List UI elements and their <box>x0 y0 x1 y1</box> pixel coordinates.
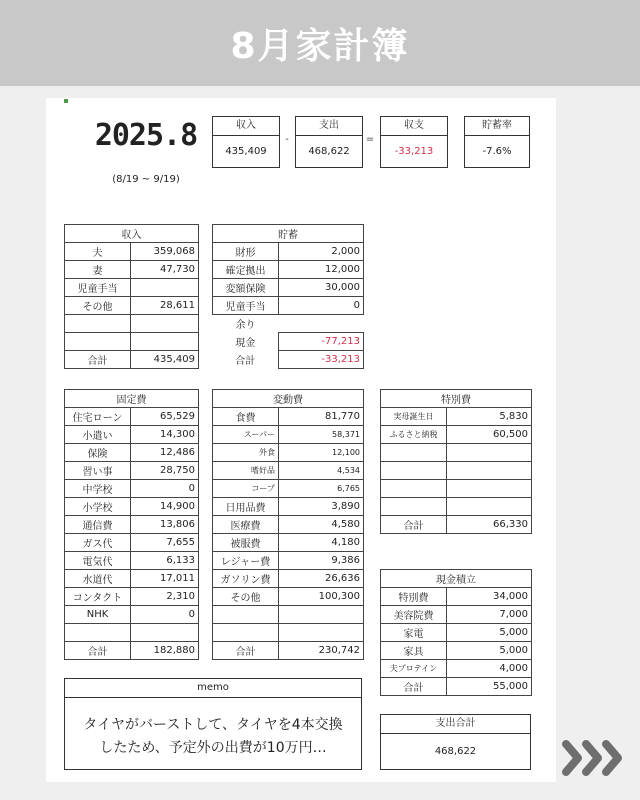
row-value <box>447 498 532 516</box>
row-label: 電気代 <box>65 552 131 570</box>
table-row <box>213 444 364 462</box>
summary-income-value: 435,409 <box>225 146 267 157</box>
row-value: 14,300 <box>131 426 199 444</box>
total-row <box>65 351 199 369</box>
row-label: 嗜好品 <box>213 462 279 480</box>
table-row <box>213 315 364 333</box>
variable-costs-title: 変動費 <box>213 390 364 408</box>
row-label: 確定拠出 <box>213 261 279 279</box>
budget-sheet <box>46 98 556 782</box>
table-row <box>213 606 364 624</box>
row-value: 7,655 <box>131 534 199 552</box>
total-value: -33,213 <box>279 351 364 369</box>
page-title: 8月家計簿 <box>230 25 410 67</box>
table-row <box>213 279 364 297</box>
row-value: 28,750 <box>131 462 199 480</box>
row-value: 4,000 <box>447 660 532 678</box>
savings-table-title: 貯蓄 <box>213 225 364 243</box>
total-value: 55,000 <box>447 678 532 696</box>
row-label <box>213 624 279 642</box>
minus-sign: - <box>285 134 289 145</box>
summary-income-box <box>212 116 280 168</box>
table-row <box>381 426 532 444</box>
row-value: 81,770 <box>279 408 364 426</box>
row-value: 4,580 <box>279 516 364 534</box>
row-label: 食費 <box>213 408 279 426</box>
row-label: ガス代 <box>65 534 131 552</box>
table-row <box>65 426 199 444</box>
row-value: 5,830 <box>447 408 532 426</box>
row-value: 34,000 <box>447 588 532 606</box>
table-row <box>213 297 364 315</box>
row-label: 中学校 <box>65 480 131 498</box>
row-label: 水道代 <box>65 570 131 588</box>
row-value: 100,300 <box>279 588 364 606</box>
row-value: 26,636 <box>279 570 364 588</box>
table-row <box>65 534 199 552</box>
chevron-right-triple-icon[interactable] <box>562 736 632 780</box>
row-value: 6,133 <box>131 552 199 570</box>
row-value: 58,371 <box>279 426 364 444</box>
summary-balance-box <box>380 116 448 168</box>
table-row <box>65 588 199 606</box>
row-label: 夫 <box>65 243 131 261</box>
row-label: 保険 <box>65 444 131 462</box>
summary-savings-rate-value: -7.6% <box>482 146 512 157</box>
row-value <box>279 606 364 624</box>
row-value <box>447 444 532 462</box>
table-row <box>65 552 199 570</box>
total-label: 合計 <box>235 356 256 367</box>
row-value: 47,730 <box>131 261 199 279</box>
table-row <box>65 606 199 624</box>
row-value: 3,890 <box>279 498 364 516</box>
row-value: 14,900 <box>131 498 199 516</box>
row-label: 家電 <box>381 624 447 642</box>
row-value: -77,213 <box>279 333 364 351</box>
table-row <box>213 462 364 480</box>
row-label: 児童手当 <box>213 297 279 315</box>
memo-text <box>65 698 361 760</box>
summary-savings-rate-label: 貯蓄率 <box>465 117 529 136</box>
row-label: 小遣い <box>65 426 131 444</box>
row-value <box>447 462 532 480</box>
row-label <box>381 462 447 480</box>
row-label: 家具 <box>381 642 447 660</box>
row-label: 習い事 <box>65 462 131 480</box>
summary-income-label: 収入 <box>213 117 279 136</box>
table-row <box>213 498 364 516</box>
row-label: 夫プロテイン <box>381 660 447 678</box>
table-row <box>65 315 199 333</box>
row-label: 通信費 <box>65 516 131 534</box>
summary-savings-rate-box <box>464 116 530 168</box>
total-row <box>213 351 364 369</box>
table-row <box>381 408 532 426</box>
row-value: 30,000 <box>279 279 364 297</box>
row-label: 妻 <box>65 261 131 279</box>
total-label: 合計 <box>381 516 447 534</box>
row-value <box>131 315 199 333</box>
row-label: 財形 <box>213 243 279 261</box>
row-label: 小学校 <box>65 498 131 516</box>
row-label: スーパー <box>213 426 279 444</box>
row-value: 5,000 <box>447 624 532 642</box>
row-value: 60,500 <box>447 426 532 444</box>
table-row <box>65 624 199 642</box>
table-row <box>65 498 199 516</box>
table-row <box>65 279 199 297</box>
row-value <box>279 315 364 333</box>
total-value: 66,330 <box>447 516 532 534</box>
table-row <box>381 642 532 660</box>
total-row <box>381 516 532 534</box>
total-value: 435,409 <box>131 351 199 369</box>
row-value: 359,068 <box>131 243 199 261</box>
variable-costs-table <box>212 389 364 660</box>
row-value: 0 <box>131 480 199 498</box>
row-value <box>447 480 532 498</box>
expense-total-value: 468,622 <box>434 746 477 757</box>
date-range: (8/19 ~ 9/19) <box>112 174 180 185</box>
row-label <box>65 315 131 333</box>
table-row <box>65 480 199 498</box>
total-value: 182,880 <box>131 642 199 660</box>
table-row <box>65 516 199 534</box>
table-row <box>213 333 364 351</box>
table-row <box>65 444 199 462</box>
row-value: 5,000 <box>447 642 532 660</box>
row-label: 日用品費 <box>213 498 279 516</box>
row-value: 17,011 <box>131 570 199 588</box>
summary-balance-value: -33,213 <box>394 146 434 157</box>
row-label: コープ <box>213 480 279 498</box>
row-label: その他 <box>65 297 131 315</box>
sheet-corner-mark <box>64 99 68 103</box>
row-label: 特別費 <box>381 588 447 606</box>
row-value: 28,611 <box>131 297 199 315</box>
row-label: 美容院費 <box>381 606 447 624</box>
row-value <box>131 333 199 351</box>
income-table-title: 収入 <box>65 225 199 243</box>
row-value <box>279 624 364 642</box>
table-row <box>213 552 364 570</box>
table-row <box>65 570 199 588</box>
row-label: 外食 <box>213 444 279 462</box>
table-row <box>213 588 364 606</box>
row-value: 4,180 <box>279 534 364 552</box>
table-row <box>65 297 199 315</box>
expense-total-label: 支出合計 <box>381 715 530 734</box>
row-value: 0 <box>279 297 364 315</box>
summary-expense-box <box>295 116 363 168</box>
row-label: ガソリン費 <box>213 570 279 588</box>
row-value: 2,000 <box>279 243 364 261</box>
row-label <box>381 498 447 516</box>
row-value <box>131 279 199 297</box>
table-row <box>65 408 199 426</box>
table-row <box>381 498 532 516</box>
row-label: レジャー費 <box>213 552 279 570</box>
row-label <box>381 480 447 498</box>
memo-line-1: タイヤがバーストして、タイヤを4本交換 <box>83 717 343 733</box>
row-label: 児童手当 <box>65 279 131 297</box>
cash-reserve-title: 現金積立 <box>381 570 532 588</box>
table-row <box>213 534 364 552</box>
total-row <box>65 642 199 660</box>
total-label: 合計 <box>65 642 131 660</box>
income-table <box>64 224 199 369</box>
row-label: コンタクト <box>65 588 131 606</box>
row-label: 実母誕生日 <box>381 408 447 426</box>
table-row <box>381 462 532 480</box>
row-label: 変額保険 <box>213 279 279 297</box>
table-row <box>381 624 532 642</box>
total-label: 合計 <box>213 642 279 660</box>
table-row <box>381 606 532 624</box>
row-value: 13,806 <box>131 516 199 534</box>
table-row <box>213 480 364 498</box>
table-row <box>213 426 364 444</box>
row-label: ふるさと納税 <box>381 426 447 444</box>
table-row <box>213 408 364 426</box>
total-label: 合計 <box>65 351 131 369</box>
total-label: 合計 <box>381 678 447 696</box>
row-label <box>213 606 279 624</box>
table-row <box>213 624 364 642</box>
table-row <box>65 261 199 279</box>
table-row <box>213 243 364 261</box>
table-row <box>381 588 532 606</box>
summary-expense-label: 支出 <box>296 117 362 136</box>
row-value <box>131 624 199 642</box>
month-label: 2025.8 <box>94 118 198 153</box>
row-label: 住宅ローン <box>65 408 131 426</box>
table-row <box>381 444 532 462</box>
table-row <box>65 333 199 351</box>
memo-box <box>64 678 362 770</box>
row-label: 現金 <box>235 338 256 349</box>
table-row <box>65 243 199 261</box>
fixed-costs-title: 固定費 <box>65 390 199 408</box>
memo-line-2: したため、予定外の出費が10万円… <box>99 740 327 756</box>
table-row <box>213 570 364 588</box>
summary-balance-label: 収支 <box>381 117 447 136</box>
row-value: 65,529 <box>131 408 199 426</box>
total-row <box>381 678 532 696</box>
row-label <box>65 624 131 642</box>
row-value: 9,386 <box>279 552 364 570</box>
expense-total-box <box>380 714 531 770</box>
row-label: その他 <box>213 588 279 606</box>
table-row <box>381 480 532 498</box>
row-value: 4,534 <box>279 462 364 480</box>
row-label: 余り <box>235 320 256 332</box>
summary-expense-value: 468,622 <box>308 146 350 157</box>
row-value: 2,310 <box>131 588 199 606</box>
title-banner <box>0 0 640 86</box>
special-expenses-table <box>380 389 532 534</box>
row-value: 12,000 <box>279 261 364 279</box>
special-expenses-title: 特別費 <box>381 390 532 408</box>
row-value: 12,100 <box>279 444 364 462</box>
table-row <box>381 660 532 678</box>
savings-table <box>212 224 364 369</box>
equals-sign: = <box>365 134 375 145</box>
row-value: 6,765 <box>279 480 364 498</box>
fixed-costs-table <box>64 389 199 660</box>
row-label: NHK <box>65 606 131 624</box>
row-label <box>381 444 447 462</box>
row-value: 12,486 <box>131 444 199 462</box>
total-value: 230,742 <box>279 642 364 660</box>
table-row <box>213 516 364 534</box>
table-row <box>65 462 199 480</box>
row-label: 被服費 <box>213 534 279 552</box>
row-label: 医療費 <box>213 516 279 534</box>
row-value: 0 <box>131 606 199 624</box>
row-label <box>65 333 131 351</box>
total-row <box>213 642 364 660</box>
table-row <box>213 261 364 279</box>
cash-reserve-table <box>380 569 532 696</box>
row-value: 7,000 <box>447 606 532 624</box>
memo-title: memo <box>65 679 361 698</box>
